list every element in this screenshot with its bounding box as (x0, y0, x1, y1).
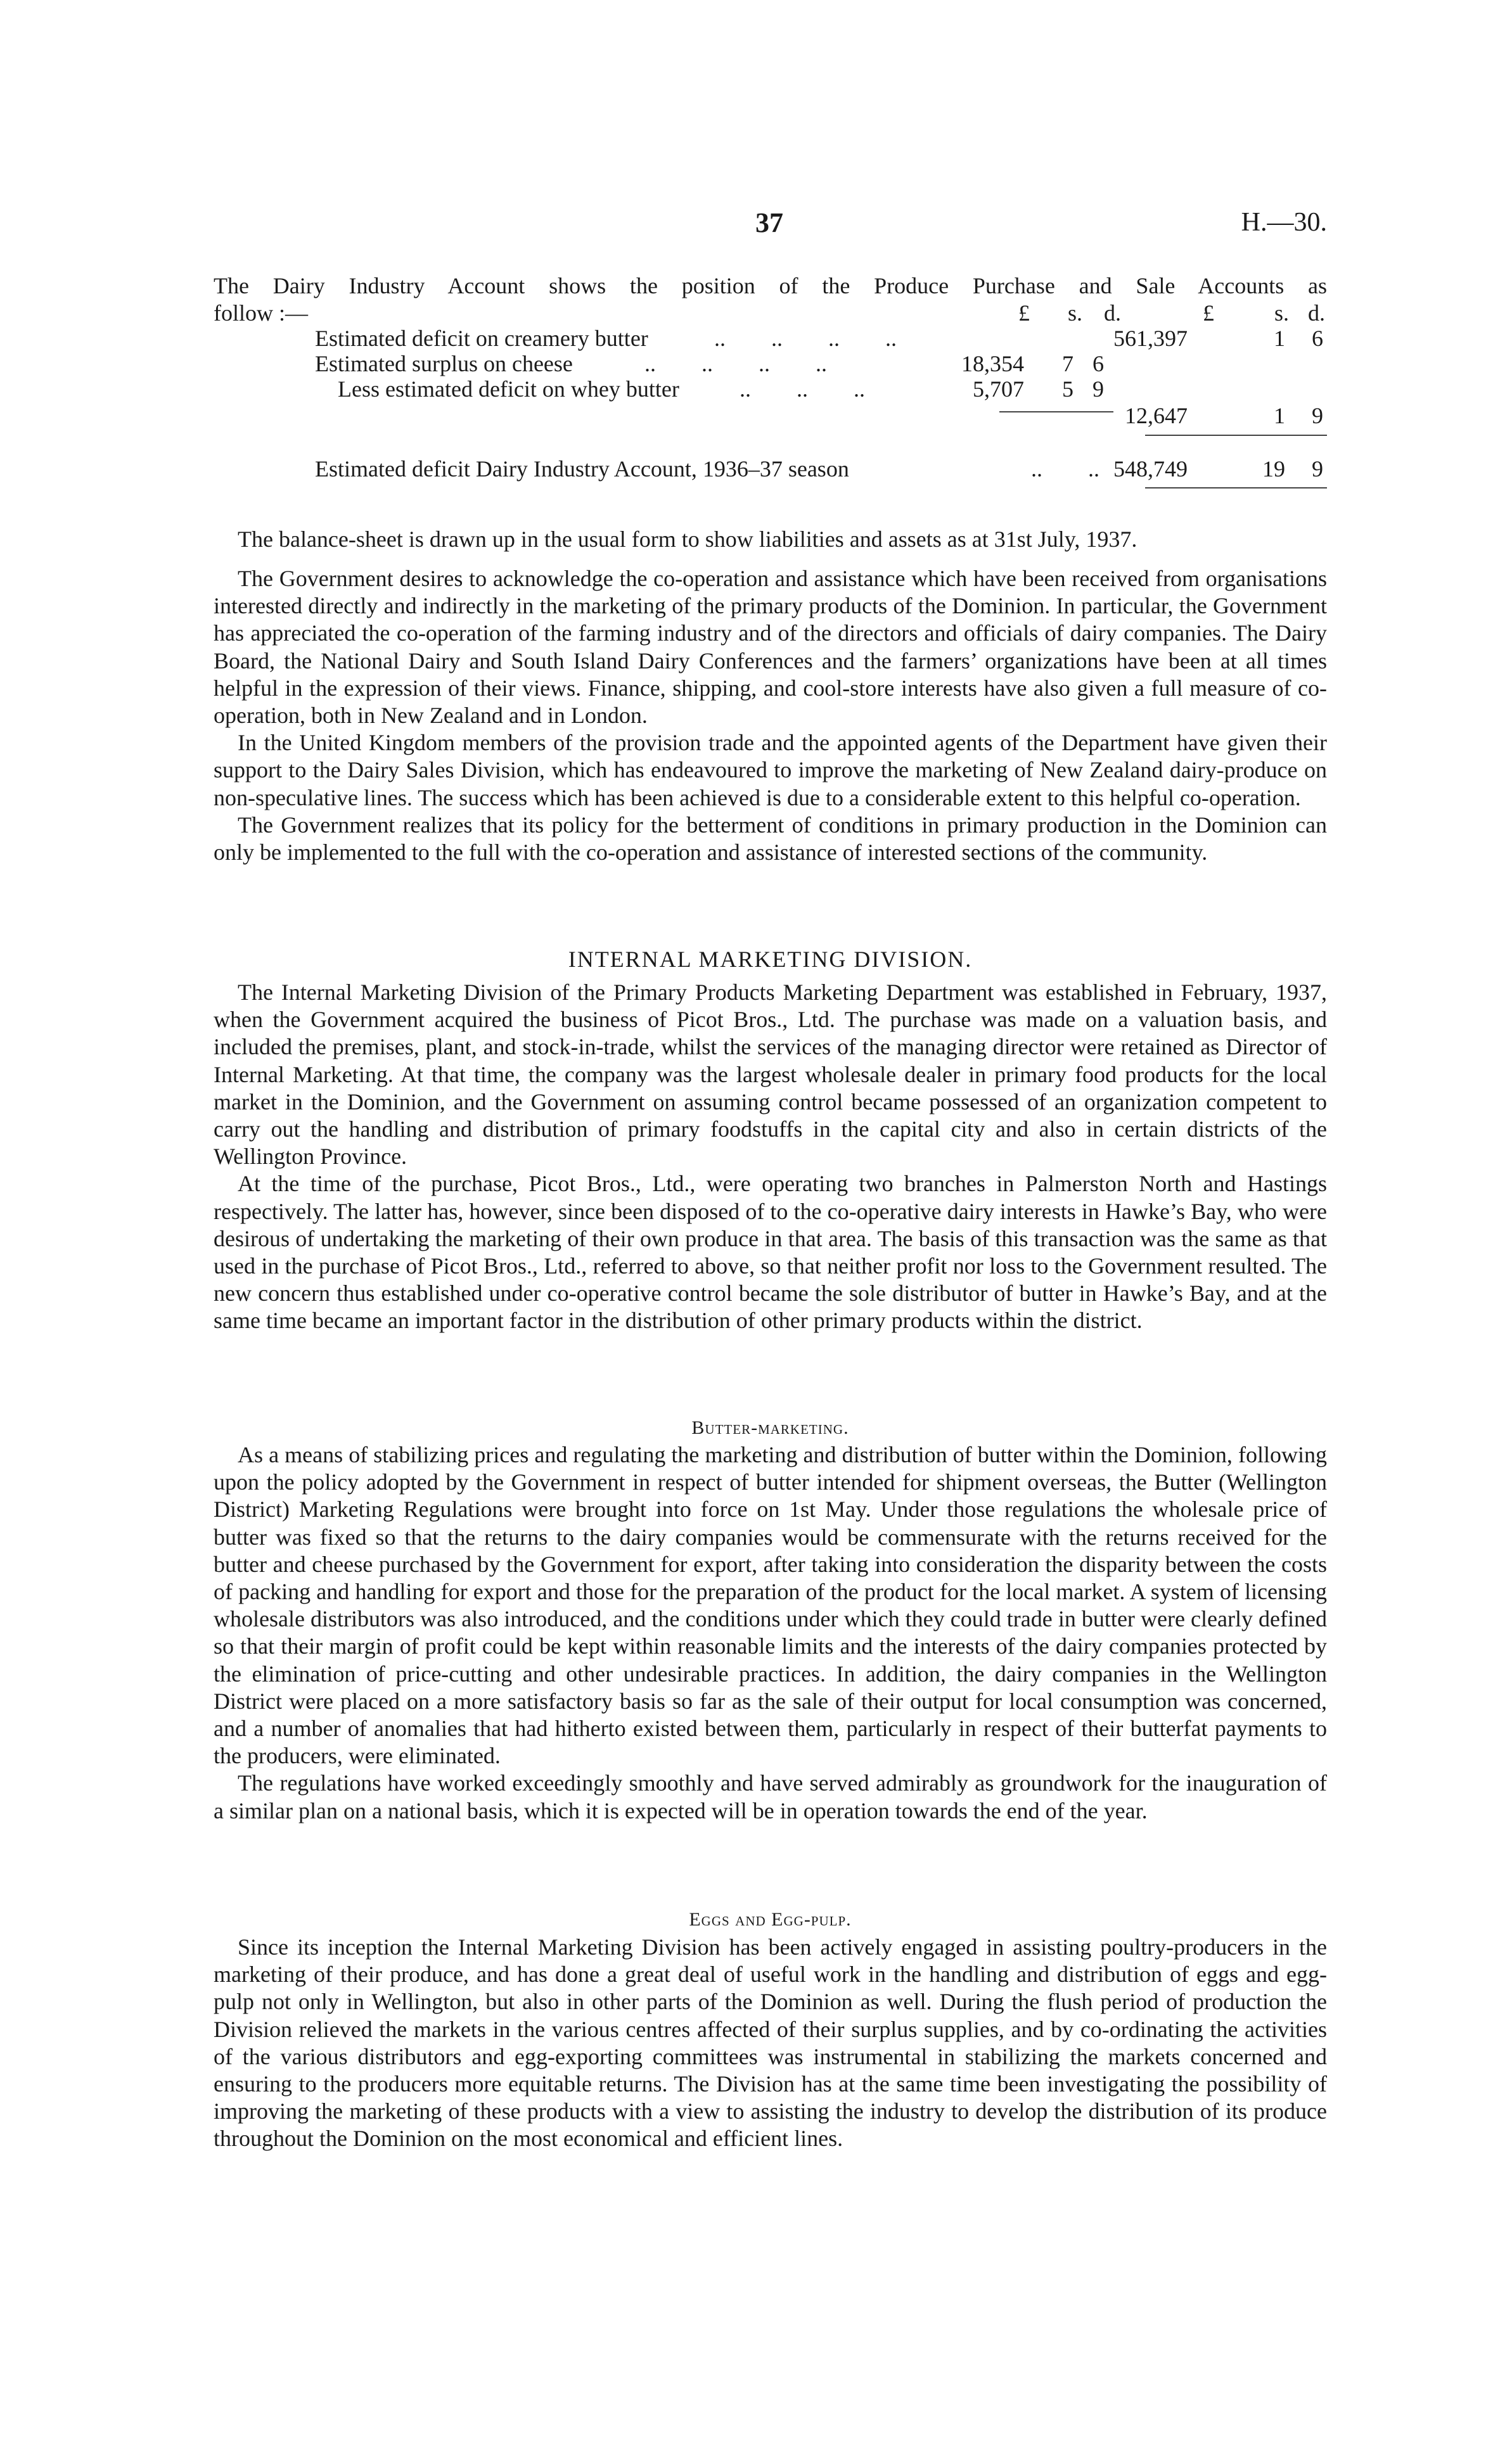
value-pence: 6 (1093, 351, 1104, 376)
row-label: Estimated deficit on creamery butter (315, 326, 648, 351)
paragraph: Since its inception the Internal Marketing Division has been actively engaged in assisting poultry-producers in the marketing of their produce, and has done a great deal of useful work in the handling and distribution of eggs and egg-pulp not only in Wellington, but also in other parts of the Dominion as well. During the flush period of production the Division relieved the markets in the various centres affected of their surplus supplies, and by co-ordinating the activities of the various distributors and egg-exporting committees was instrumental in stabilizing the markets concerned and ensuring to the producers more equitable returns. The Division has at the same time been investigating the possibility of improving the marketing of these products with a view to assisting the industry to develop the distribution of its produce throughout the Dominion on the most economical and efficient lines. (214, 1934, 1327, 2152)
dot-leaders: .. .. (1031, 456, 1099, 482)
col-header: d. (1104, 300, 1121, 326)
value-pounds: 548,749 (1113, 456, 1188, 482)
total-bottom-rule (1145, 487, 1327, 488)
paragraph: As a means of stabilizing prices and regulating the marketing and distribution of butter within the Dominion, following upon the policy adopted by the Government in respect of butter intended for shipment overseas, the Butter (Wellington District) Marketing Regulations were brought into force on 1st May. Under those regulations the wholesale price of butter was fixed so that the returns to the dairy companies would be commensurate with the returns received for the butter and cheese purchased by the Government for export, after taking into consideration the disparity between the costs of packing and handling for export and those for the preparation of the product for the local market. A system of licensing wholesale distributors was also introduced, and the conditions under which they could trade in butter were clearly defined so that their margin of profit could be kept within reasonable limits and the interests of the dairy companies protected by the elimination of price-cutting and other undesirable practices. In addition, the dairy companies in the Wellington District were placed on a more satisfactory basis so far as the sale of their output for local consumption was concerned, and a number of anomalies that had hitherto existed between them, particularly in respect of their butterfat payments to the producers, were eliminated. (214, 1442, 1327, 1769)
value-pence: 9 (1093, 376, 1104, 402)
intro-line-1: The Dairy Industry Account shows the position of the Produce Purchase and Sale Accounts as (214, 273, 1327, 298)
balance-sheet-paragraph (214, 526, 1327, 553)
value-pence: 9 (1312, 456, 1323, 482)
value-shillings: 19 (1262, 456, 1285, 482)
section-heading-internal-marketing: INTERNAL MARKETING DIVISION. (568, 947, 973, 972)
table-row (214, 350, 1327, 376)
subtotal-row (214, 402, 1327, 428)
col-header: £ (1018, 300, 1030, 326)
table-row (214, 325, 1327, 350)
paragraph: The Government desires to acknowledge the co-operation and assistance which have been received from organisations interested directly and indirectly in the marketing of the primary products of the Dominion. In particular, the Government has appreciated the co-operation of the farming industry and of the directors and officials of dairy companies. The Dairy Board, the National Dairy and South Island Dairy Conferences and the farmers’ organizations have been at all times helpful in the expression of their views. Finance, shipping, and cool-store interests have also given a full measure of co-operation, both in New Zealand and in London. (214, 566, 1327, 729)
value-pounds: 12,647 (1125, 403, 1188, 428)
table-row (214, 376, 1327, 401)
table-header-row (214, 300, 1327, 325)
dot-leaders: .. .. .. (740, 376, 865, 402)
row-label: Estimated surplus on cheese (315, 351, 573, 376)
value-shillings: 5 (1062, 376, 1073, 402)
accounts-table (214, 300, 1327, 490)
total-rule (1145, 435, 1327, 436)
dot-leaders: .. .. .. .. (714, 326, 897, 351)
butter-marketing-section (214, 1441, 1327, 1825)
value-shillings: 1 (1274, 403, 1285, 428)
value-shillings: 1 (1274, 326, 1285, 351)
value-shillings: 7 (1062, 351, 1073, 376)
value-pence: 9 (1312, 403, 1323, 428)
paragraph: In the United Kingdom members of the provision trade and the appointed agents of the Department have given their support to the Dairy Sales Division, which has endeavoured to improve the marketing of New Zealand dairy-produce on non-speculative lines. The success which has been achieved is due to a considerable extent to this helpful co-operation. (214, 730, 1327, 810)
paragraph: The Government realizes that its policy for the betterment of conditions in primary production in the Dominion can only be implemented to the full with the co-operation and assistance of interested sections of the community. (214, 812, 1327, 865)
paragraph: The balance-sheet is drawn up in the usual form to show liabilities and assets as at 31st July, 1937. (238, 527, 1137, 552)
col-header: s. (1274, 300, 1290, 326)
internal-marketing-section (214, 979, 1327, 1335)
eggs-section (214, 1934, 1327, 2153)
value-pounds: 18,354 (961, 351, 1024, 376)
paragraph: At the time of the purchase, Picot Bros., Ltd., were operating two branches in Palmerston North and Hastings respectively. The latter has, however, since been disposed of to the co-operative dairy interests in Hawke’s Bay, who were desirous of undertaking the marketing of their own produce in that area. The basis of this transaction was the same as that used in the purchase of Picot Bros., Ltd., referred to above, so that neither profit nor loss to the Government resulted. The new concern thus established under co-operative control became the sole distributor of butter in Hawke’s Bay, and at the same time became an important factor in the distribution of other primary products within the district. (214, 1171, 1327, 1334)
page-number: 37 (755, 207, 783, 238)
value-pounds: 561,397 (1113, 326, 1188, 351)
intro-line-2: follow :— (214, 300, 308, 326)
row-label: Less estimated deficit on whey butter (338, 376, 679, 402)
value-pence: 6 (1312, 326, 1323, 351)
total-row (214, 456, 1327, 481)
dot-leaders: .. .. .. .. (644, 351, 827, 376)
col-header: s. (1068, 300, 1083, 326)
subheading-butter-marketing: Butter-marketing. (691, 1417, 849, 1438)
paragraph: The regulations have worked exceedingly smoothly and have served admirably as groundwork for the inauguration of a similar plan on a national basis, which it is expected will be in operation towards the end of the year. (214, 1770, 1327, 1823)
col-header: £ (1203, 300, 1214, 326)
document-reference: H.—30. (1241, 208, 1327, 237)
acknowledgement-section (214, 565, 1327, 866)
paragraph: The Internal Marketing Division of the Primary Products Marketing Department was established in February, 1937, when the Government acquired the business of Picot Bros., Ltd. The purchase was made on a valuation basis, and included the premises, plant, and stock-in-trade, whilst the services of the managing director were retained as Director of Internal Marketing. At that time, the company was the largest wholesale dealer in primary food products for the local market in the Dominion, and the Government on assuming control became possessed of an organization competent to carry out the handling and distribution of primary foodstuffs in the capital city and also in certain districts of the Wellington Province. (214, 980, 1327, 1170)
col-header: d. (1308, 300, 1325, 326)
subheading-eggs-and-egg-pulp: Eggs and Egg-pulp. (689, 1909, 852, 1930)
value-pounds: 5,707 (973, 376, 1024, 402)
total-label: Estimated deficit Dairy Industry Account, 1936–37 season (315, 456, 849, 482)
